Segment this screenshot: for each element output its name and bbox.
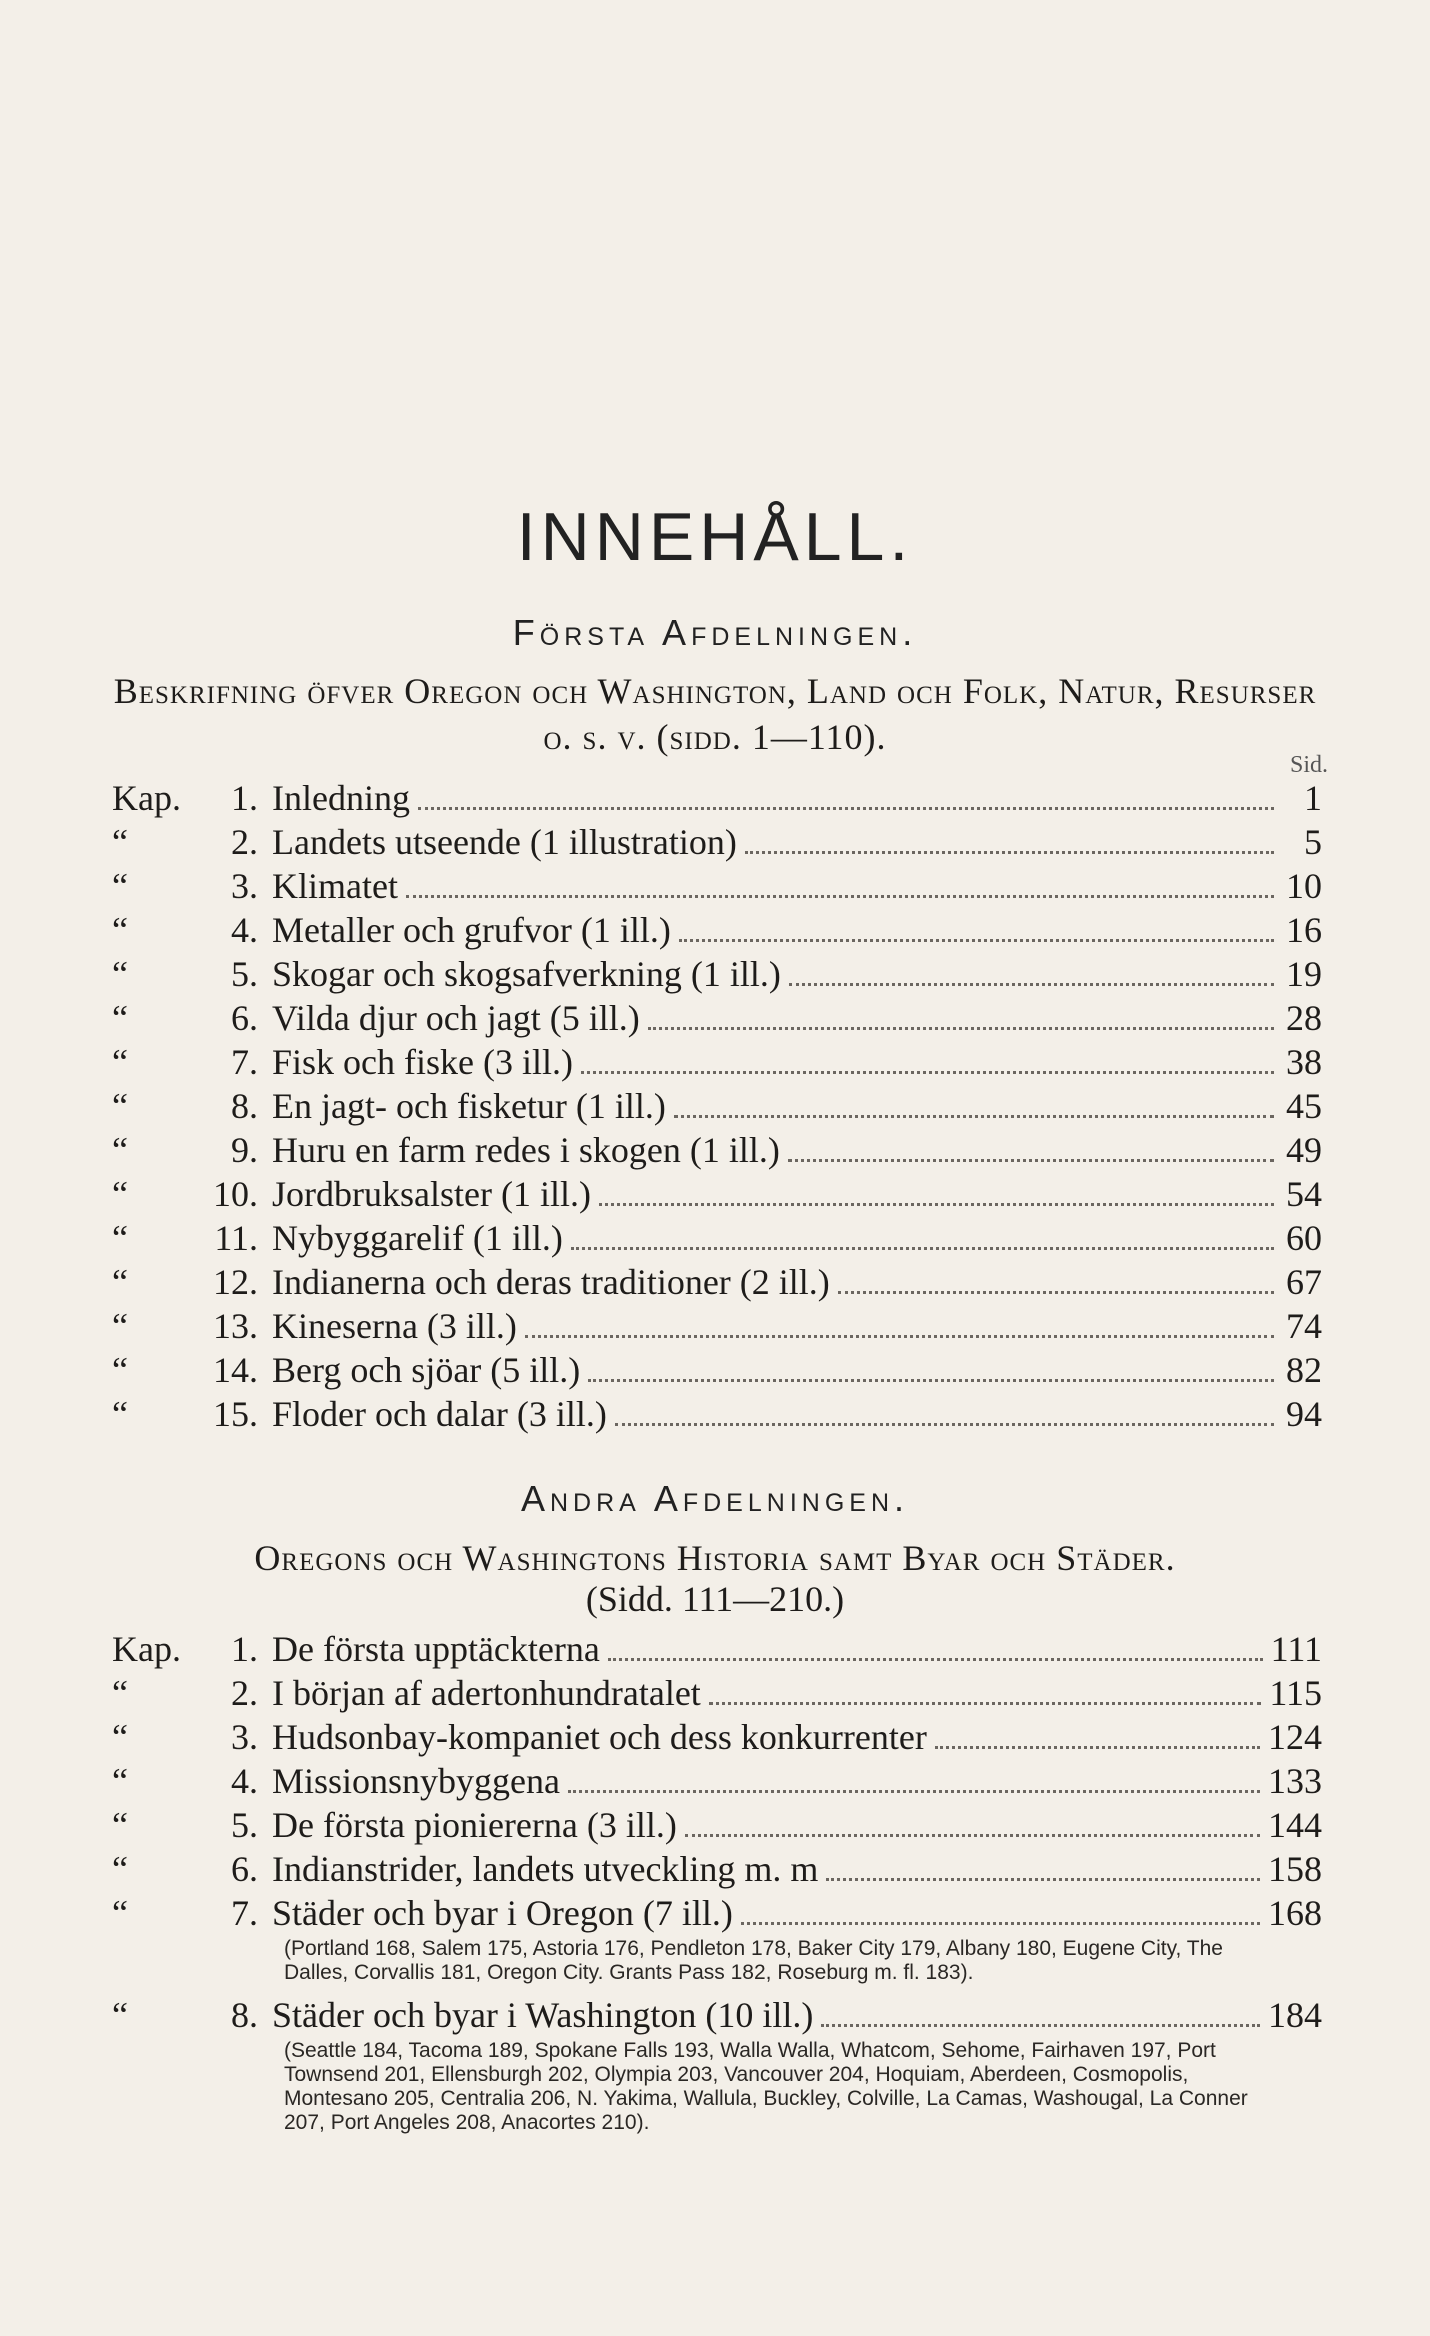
chapter-number: 8. bbox=[231, 1086, 258, 1126]
chapter-page-number: 82 bbox=[1286, 1350, 1322, 1390]
chapter-number: 1. bbox=[231, 778, 258, 818]
toc-entry bbox=[112, 1392, 1322, 1436]
chapter-title: Floder och dalar (3 ill.) bbox=[272, 1394, 607, 1434]
dot-leader bbox=[741, 1922, 1260, 1925]
chapter-page-number: 115 bbox=[1269, 1673, 1322, 1713]
chapter-prefix: “ bbox=[112, 1262, 128, 1302]
chapter-page-number: 1 bbox=[1304, 778, 1322, 818]
chapter-number: 6. bbox=[231, 998, 258, 1038]
toc-entry bbox=[112, 1128, 1322, 1172]
dot-leader bbox=[581, 1071, 1274, 1074]
chapter-prefix: “ bbox=[112, 1717, 128, 1757]
dot-leader bbox=[588, 1379, 1274, 1382]
toc-entry bbox=[112, 1084, 1322, 1128]
chapter-prefix: “ bbox=[112, 1761, 128, 1801]
chapter-prefix: “ bbox=[112, 1086, 128, 1126]
chapter-number: 7. bbox=[231, 1042, 258, 1082]
toc-entry bbox=[112, 1847, 1322, 1891]
chapter-title: Landets utseende (1 illustration) bbox=[272, 822, 737, 862]
dot-leader bbox=[745, 851, 1274, 854]
dot-leader bbox=[935, 1746, 1260, 1749]
chapter-page-number: 111 bbox=[1270, 1629, 1322, 1669]
chapter-number: 3. bbox=[231, 1717, 258, 1757]
chapter-title: Klimatet bbox=[272, 866, 398, 906]
chapter-title: Berg och sjöar (5 ill.) bbox=[272, 1350, 581, 1390]
chapter-page-number: 5 bbox=[1304, 822, 1322, 862]
part1-heading: Första Afdelningen. bbox=[512, 612, 918, 653]
chapter-prefix: “ bbox=[112, 822, 128, 862]
toc-entry bbox=[112, 1803, 1322, 1847]
chapter-prefix: “ bbox=[112, 998, 128, 1038]
toc-entry bbox=[112, 1040, 1322, 1084]
toc-entry bbox=[112, 996, 1322, 1040]
dot-leader bbox=[599, 1203, 1274, 1206]
dot-leader bbox=[615, 1423, 1274, 1426]
dot-leader bbox=[571, 1247, 1274, 1250]
chapter-title: Inledning bbox=[272, 778, 410, 818]
chapter-page-number: 184 bbox=[1268, 1995, 1322, 2035]
dot-leader bbox=[568, 1790, 1260, 1793]
chapter-number: 12. bbox=[213, 1262, 258, 1302]
dot-leader bbox=[679, 939, 1274, 942]
chapter-page-number: 133 bbox=[1268, 1761, 1322, 1801]
chapter-title: Missionsnybyggena bbox=[272, 1761, 560, 1801]
chapter-number: 2. bbox=[231, 822, 258, 862]
chapter-page-number: 54 bbox=[1286, 1174, 1322, 1214]
page-column-label: Sid. bbox=[1289, 752, 1328, 778]
chapter-title: I början af adertonhundratalet bbox=[272, 1673, 701, 1713]
chapter-title: De första upptäckterna bbox=[272, 1629, 600, 1669]
part1-subtitle: Beskrifning öfver Oregon och Washington, Land och Folk, Natur, Resurser o. s. v. (sidd. 1—110). bbox=[113, 671, 1317, 757]
chapter-prefix: “ bbox=[112, 866, 128, 906]
chapter-page-number: 67 bbox=[1286, 1262, 1322, 1302]
page-title: INNEHÅLL. bbox=[516, 499, 914, 575]
chapter-page-number: 38 bbox=[1286, 1042, 1322, 1082]
chapter-title: Huru en farm redes i skogen (1 ill.) bbox=[272, 1130, 780, 1170]
chapter-page-number: 19 bbox=[1286, 954, 1322, 994]
chapter-title: Hudsonbay-kompaniet och dess konkurrenter bbox=[272, 1717, 927, 1757]
toc-entry bbox=[112, 908, 1322, 952]
toc-entry bbox=[112, 1172, 1322, 1216]
chapter-title: En jagt- och fisketur (1 ill.) bbox=[272, 1086, 666, 1126]
chapter-prefix: “ bbox=[112, 1042, 128, 1082]
chapter-prefix: “ bbox=[112, 954, 128, 994]
chapter-page-number: 94 bbox=[1286, 1394, 1322, 1434]
chapter-prefix: “ bbox=[112, 1174, 128, 1214]
chapter-page-number: 124 bbox=[1268, 1717, 1322, 1757]
dot-leader bbox=[418, 807, 1274, 810]
chapter-page-number: 144 bbox=[1268, 1805, 1322, 1845]
toc-entry bbox=[112, 1304, 1322, 1348]
chapter-prefix: “ bbox=[112, 1673, 128, 1713]
toc-entry bbox=[112, 1759, 1322, 1803]
chapter-title: Städer och byar i Washington (10 ill.) bbox=[272, 1995, 814, 2035]
chapter-subentries: (Portland 168, Salem 175, Astoria 176, Pendleton 178, Baker City 179, Albany 180, Eugene City, The Dalles, Corvallis 181, Oregon City. Grants Pass 182, Roseburg m. fl. 183). bbox=[284, 1937, 1223, 1984]
toc-entry bbox=[112, 1260, 1322, 1304]
chapter-prefix: Kap. bbox=[112, 1629, 181, 1669]
toc-entry bbox=[112, 1993, 1322, 2037]
chapter-title: Jordbruksalster (1 ill.) bbox=[272, 1174, 591, 1214]
chapter-title: Kineserna (3 ill.) bbox=[272, 1306, 517, 1346]
chapter-prefix: Kap. bbox=[112, 778, 181, 818]
chapter-subentries: (Seattle 184, Tacoma 189, Spokane Falls 193, Walla Walla, Whatcom, Sehome, Fairhaven 197, Port Townsend 201, Ellensburgh 202, Olympia 203, Vancouver 204, Hoquiam, Aberdeen, Cosmopolis, Montesano 205, Centralia 206, N. Yakima, Wallula, Buckley, Colville, La Camas, Washougal, La Conner 207, Port Angeles 208, Anacortes 210). bbox=[284, 2039, 1248, 2134]
toc-entry bbox=[112, 820, 1322, 864]
chapter-number: 7. bbox=[231, 1893, 258, 1933]
dot-leader bbox=[608, 1658, 1263, 1661]
chapter-number: 2. bbox=[231, 1673, 258, 1713]
chapter-number: 13. bbox=[213, 1306, 258, 1346]
chapter-title: Vilda djur och jagt (5 ill.) bbox=[272, 998, 640, 1038]
chapter-number: 8. bbox=[231, 1995, 258, 2035]
chapter-title: Skogar och skogsafverkning (1 ill.) bbox=[272, 954, 781, 994]
chapter-number: 9. bbox=[231, 1130, 258, 1170]
toc-entry bbox=[112, 1216, 1322, 1260]
dot-leader bbox=[826, 1878, 1260, 1881]
chapter-title: Fisk och fiske (3 ill.) bbox=[272, 1042, 573, 1082]
part2-heading: Andra Afdelningen. bbox=[520, 1478, 909, 1519]
chapter-number: 10. bbox=[213, 1174, 258, 1214]
chapter-prefix: “ bbox=[112, 1130, 128, 1170]
chapter-number: 6. bbox=[231, 1849, 258, 1889]
chapter-number: 5. bbox=[231, 1805, 258, 1845]
chapter-prefix: “ bbox=[112, 910, 128, 950]
dot-leader bbox=[788, 1159, 1274, 1162]
chapter-number: 11. bbox=[214, 1218, 258, 1258]
chapter-prefix: “ bbox=[112, 1394, 128, 1434]
toc-entry bbox=[112, 776, 1322, 820]
chapter-prefix: “ bbox=[112, 1218, 128, 1258]
part2-chapter-list bbox=[112, 1627, 1322, 2143]
chapter-number: 15. bbox=[213, 1394, 258, 1434]
chapter-number: 3. bbox=[231, 866, 258, 906]
toc-entry bbox=[112, 1891, 1322, 1935]
chapter-title: Indianerna och deras traditioner (2 ill.) bbox=[272, 1262, 830, 1302]
chapter-prefix: “ bbox=[112, 1995, 128, 2035]
dot-leader bbox=[685, 1834, 1260, 1837]
part1-chapter-list bbox=[112, 776, 1322, 1436]
chapter-prefix: “ bbox=[112, 1350, 128, 1390]
chapter-page-number: 158 bbox=[1268, 1849, 1322, 1889]
chapter-page-number: 60 bbox=[1286, 1218, 1322, 1258]
chapter-title: Metaller och grufvor (1 ill.) bbox=[272, 910, 671, 950]
chapter-prefix: “ bbox=[112, 1306, 128, 1346]
toc-entry bbox=[112, 1627, 1322, 1671]
toc-entry bbox=[112, 952, 1322, 996]
chapter-page-number: 49 bbox=[1286, 1130, 1322, 1170]
part2-subtitle: Oregons och Washingtons Historia samt Byar och Städer. bbox=[254, 1538, 1176, 1578]
dot-leader bbox=[821, 2024, 1260, 2027]
chapter-page-number: 168 bbox=[1268, 1893, 1322, 1933]
toc-entry bbox=[112, 1715, 1322, 1759]
toc-entry bbox=[112, 1348, 1322, 1392]
chapter-title: De första pioniererna (3 ill.) bbox=[272, 1805, 677, 1845]
chapter-title: Indianstrider, landets utveckling m. m bbox=[272, 1849, 819, 1889]
chapter-page-number: 28 bbox=[1286, 998, 1322, 1038]
chapter-number: 4. bbox=[231, 1761, 258, 1801]
chapter-number: 4. bbox=[231, 910, 258, 950]
chapter-prefix: “ bbox=[112, 1805, 128, 1845]
toc-entry bbox=[112, 1671, 1322, 1715]
chapter-page-number: 16 bbox=[1286, 910, 1322, 950]
chapter-title: Nybyggarelif (1 ill.) bbox=[272, 1218, 563, 1258]
dot-leader bbox=[709, 1702, 1262, 1705]
dot-leader bbox=[674, 1115, 1274, 1118]
chapter-page-number: 45 bbox=[1286, 1086, 1322, 1126]
dot-leader bbox=[648, 1027, 1274, 1030]
chapter-prefix: “ bbox=[112, 1849, 128, 1889]
chapter-number: 14. bbox=[213, 1350, 258, 1390]
dot-leader bbox=[406, 895, 1274, 898]
chapter-prefix: “ bbox=[112, 1893, 128, 1933]
dot-leader bbox=[525, 1335, 1274, 1338]
part2-page-range: (Sidd. 111—210.) bbox=[585, 1579, 845, 1619]
toc-entry bbox=[112, 864, 1322, 908]
dot-leader bbox=[838, 1291, 1274, 1294]
chapter-page-number: 10 bbox=[1286, 866, 1322, 906]
chapter-number: 5. bbox=[231, 954, 258, 994]
chapter-page-number: 74 bbox=[1286, 1306, 1322, 1346]
chapter-number: 1. bbox=[231, 1629, 258, 1669]
dot-leader bbox=[789, 983, 1274, 986]
chapter-title: Städer och byar i Oregon (7 ill.) bbox=[272, 1893, 733, 1933]
